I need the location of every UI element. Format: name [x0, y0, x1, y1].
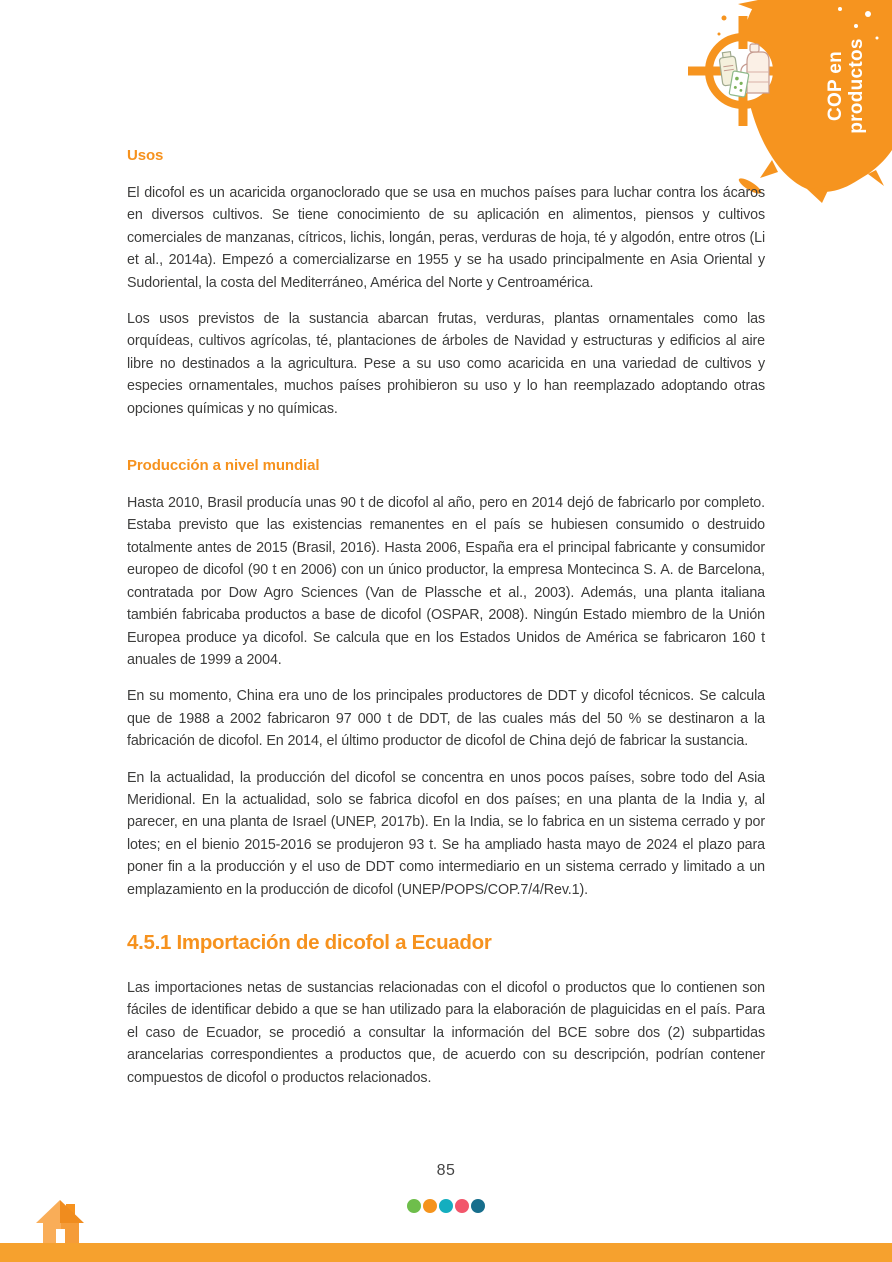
paragraph: En su momento, China era uno de los principales productores de DDT y dicofol técnicos. Se calcula que de 1988 a 2002 fabricaron 97 000 t de DDT, de las cuales más del 50 % se destinaron a la fabricación de dicofol. En 2014, el último productor de dicofol de China dejó de fabricar la sustancia.	[127, 688, 765, 750]
footer-dot-darkteal	[471, 1199, 485, 1213]
paragraph: Hasta 2010, Brasil producía unas 90 t de dicofol al año, pero en 2014 dejó de fabricarlo por completo. Estaba previsto que las existencias remanentes en el país se hubiesen consumido o destruido totalmente antes de 2015 (Brasil, 2016). Hasta 2006, España era el principal fabricante y consumidor europeo de dicofol (90 t en 2006) con un único productor, la empresa Montecinca S. A. de Barcelona, contratada por Dow Agro Sciences (Van de Plassche et al., 2003). Además, una planta italiana también fabricaba productos a base de dicofol (OSPAR, 2008). Ningún Estado miembro de la Unión Europea produce ya dicofol. Se calcula que en los Estados Unidos de América se fabricaron 160 t anuales de 1999 a 2004.	[127, 495, 765, 668]
footer-bar	[0, 1243, 892, 1262]
footer-dot-orange	[423, 1199, 437, 1213]
page-number: 85	[436, 1162, 456, 1179]
paragraph: El dicofol es un acaricida organoclorado que se usa en muchos países para luchar contra los ácaros en diversos cultivos. Se tiene conocimiento de su aplicación en alimentos, piensos y cultivos comerciales de manzanas, cítricos, lichis, longán, peras, verduras de hoja, té y algodón, entre otros (Li et al., 2014a). Empezó a comercializarse en 1955 y se ha usado principalmente en Asia Oriental y Sudoriental, la costa del Mediterráneo, América del Norte y Centroamérica.	[127, 185, 765, 291]
page-content	[127, 147, 765, 1103]
paragraph: En la actualidad, la producción del dicofol se concentra en unos pocos países, sobre todo del Asia Meridional. En la actualidad, solo se fabrica dicofol en dos países; en una planta de la India y, al parecer, en una planta de Israel (UNEP, 2017b). En la India, se lo fabrica en un sistema cerrado y por lotes; en el bienio 2015-2016 se produjeron 93 t. Se ha ampliado hasta mayo de 2024 el plazo para poner fin a la producción y el uso de DDT como intermediario en un sistema cerrado y limitado a un emplazamiento en la producción de dicofol (UNEP/POPS/COP.7/4/Rev.1).	[127, 769, 765, 898]
chapter-tab-line1: COP en	[825, 50, 846, 122]
footer-dot-pink	[455, 1199, 469, 1213]
paragraph: Los usos previstos de la sustancia abarcan frutas, verduras, plantas ornamentales como las orquídeas, cultivos agrícolas, té, plantaciones de árboles de Navidad y estructuras y edificios al aire libre no destinados a la agricultura. Pese a su uso como acaricida en una variedad de cultivos y especies ornamentales, muchos países prohibieron su uso y lo han reemplazado adoptando otras opciones químicas y no químicas.	[127, 311, 765, 417]
home-icon[interactable]	[36, 1200, 86, 1247]
section-heading-produccion: Producción a nivel mundial	[127, 457, 320, 475]
footer-dots	[407, 1199, 485, 1213]
chapter-tab-line2: productos	[846, 38, 867, 134]
footer-dot-teal	[439, 1199, 453, 1213]
cop-products-target-icon	[688, 16, 798, 126]
section-heading-importacion: 4.5.1 Importación de dicofol a Ecuador	[127, 930, 492, 954]
chapter-tab-label	[825, 21, 869, 151]
paragraph: Las importaciones netas de sustancias relacionadas con el dicofol o productos que lo contienen son fáciles de identificar debido a que se han utilizado para la elaboración de plaguicidas en el país. Para el caso de Ecuador, se procedió a consultar la información del BCE sobre dos (2) subpartidas arancelarias correspondientes a productos que, de acuerdo con su descripción, podrían contener compuestos de dicofol o productos relacionados.	[127, 979, 765, 1086]
section-heading-usos: Usos	[127, 147, 164, 164]
footer-dot-green	[407, 1199, 421, 1213]
